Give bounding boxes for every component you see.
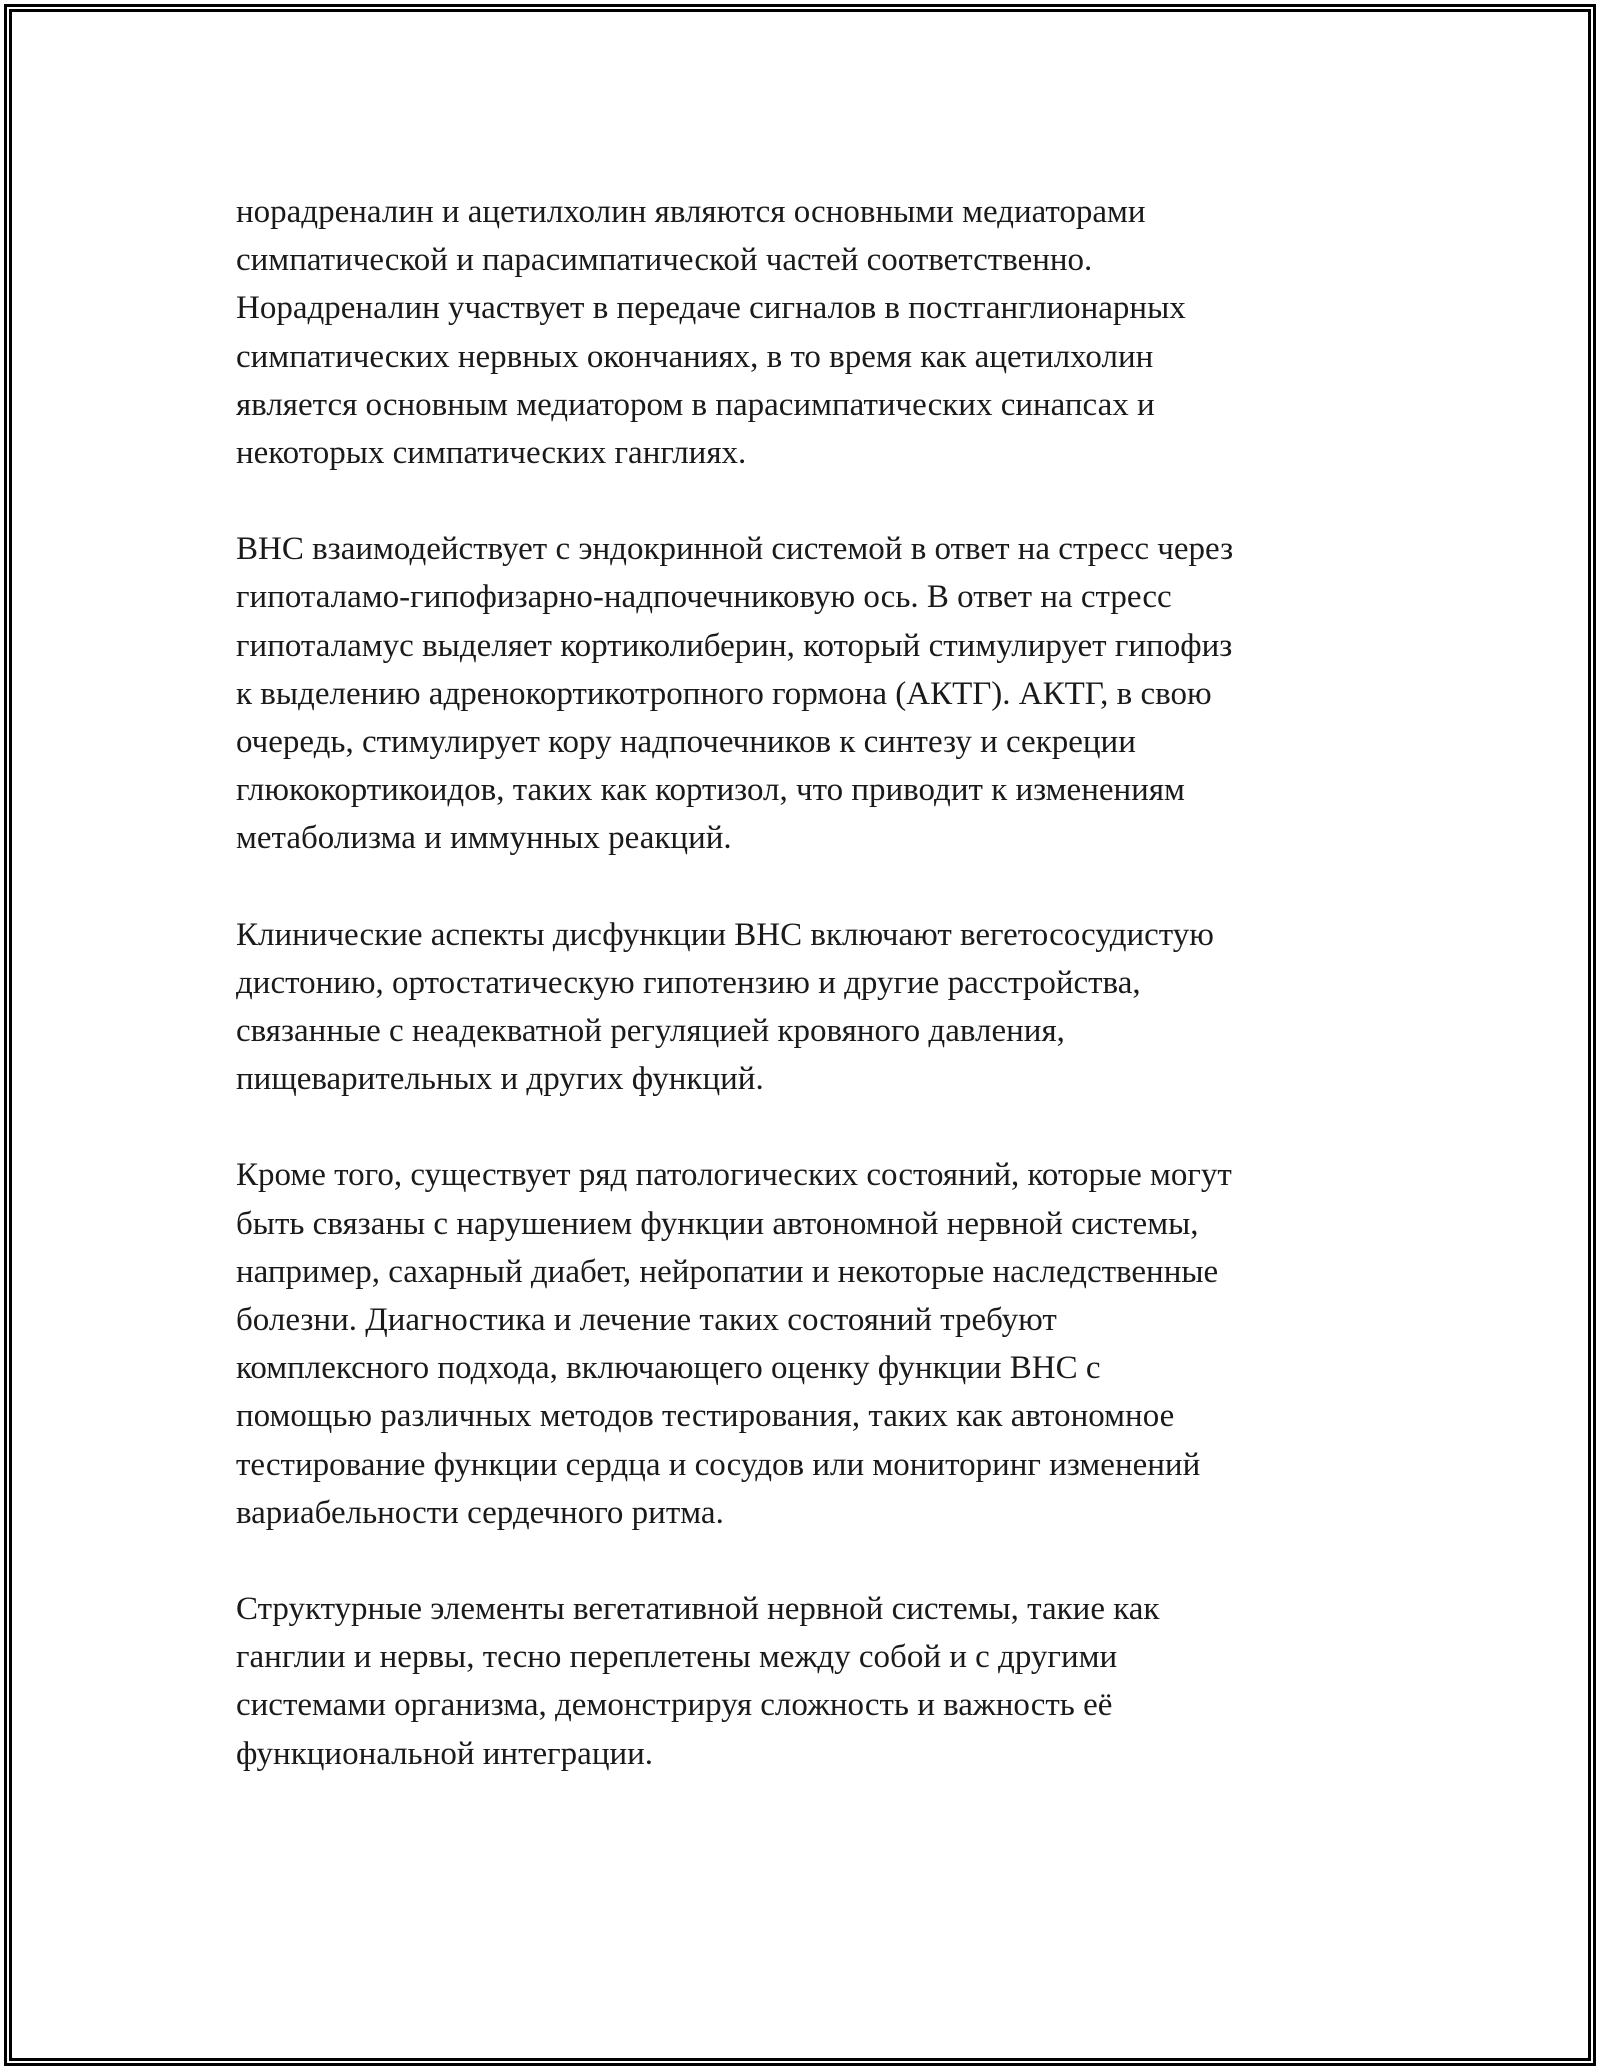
paragraph-4: Кроме того, существует ряд патологических состояний, которые могут быть связаны с нарушением функции автономной нервной системы, например, сахарный диабет, нейропатии и некоторые наследственные болезни. Диагностика и лечение таких состояний требуют комплексного подхода, включающего оценку функции ВНС с помощью различных методов тестирования, таких как автономное тестирование функции сердца и сосудов или мониторинг изменений вариабельности сердечного ритма. <box>236 1157 1232 1531</box>
paragraph-1: норадреналин и ацетилхолин являются основными медиаторами симпатической и парасимпатической частей соответственно. Норадреналин участвует в передаче сигналов в постганглионарных симпатических нервных окончаниях, в то время как ацетилхолин является основным медиатором в парасимпатических синапсах и некоторых симпатических ганглиях. <box>236 194 1186 472</box>
document-body <box>236 188 1376 1826</box>
paragraph-2: ВНС взаимодействует с эндокринной системой в ответ на стресс через гипоталамо-гипофизарно-надпочечниковую ось. В ответ на стресс гипоталамус выделяет кортиколиберин, который стимулирует гипофиз к выделению адренокортикотропного гормона (АКТГ). АКТГ, в свою очередь, стимулирует кору надпочечников к синтезу и секреции глюкокортикоидов, таких как кортизол, что приводит к изменениям метаболизма и иммунных реакций. <box>236 531 1234 857</box>
paragraph-3: Клинические аспекты дисфункции ВНС включают вегетососудистую дистонию, ортостатическую гипотензию и другие расстройства, связанные с неадекватной регуляцией кровяного давления, пищеварительных и других функций. <box>236 916 1214 1098</box>
paragraph-5: Структурные элементы вегетативной нервной системы, такие как ганглии и нервы, тесно переплетены между собой и с другими системами организма, демонстрируя сложность и важность её функциональной интеграции. <box>236 1591 1160 1772</box>
